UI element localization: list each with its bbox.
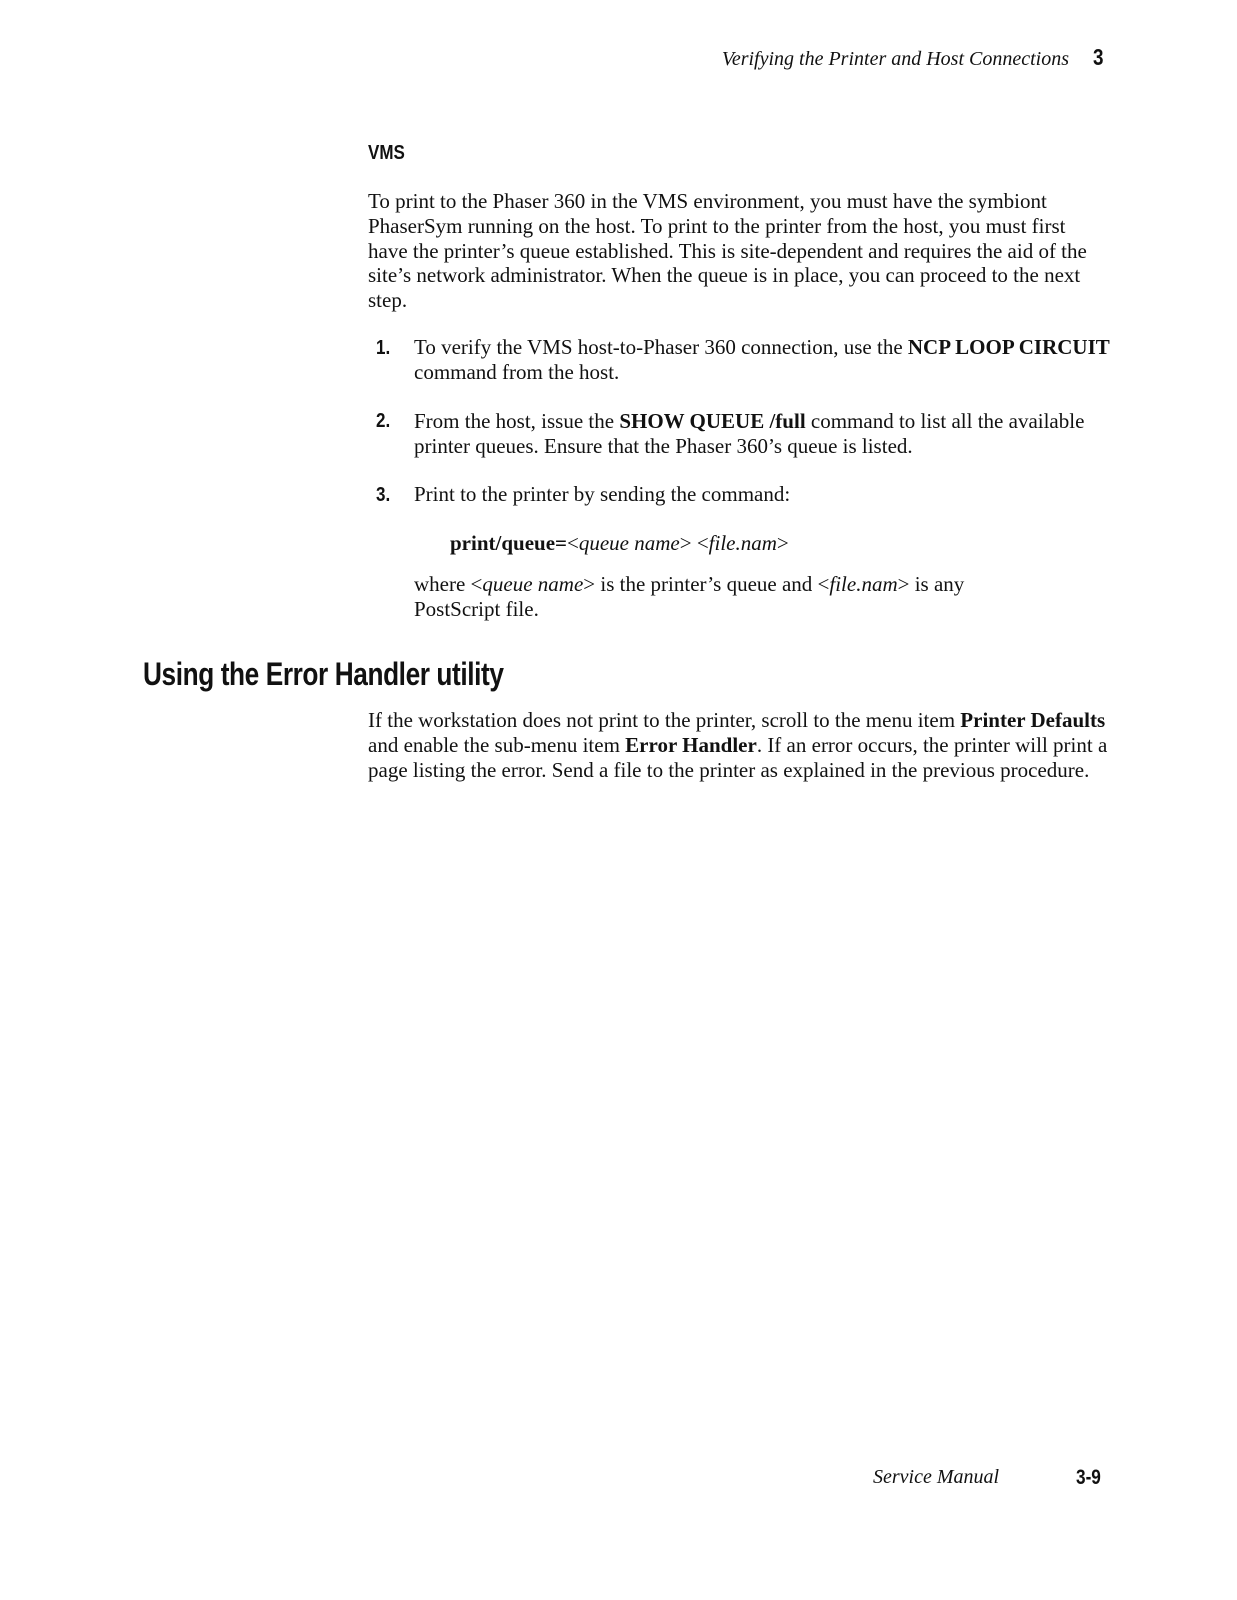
command-name: SHOW QUEUE /full — [619, 409, 806, 433]
command-name: NCP LOOP CIRCUIT — [907, 335, 1110, 359]
chapter-number: 3 — [1093, 44, 1104, 70]
command-argument: file.nam — [708, 531, 777, 555]
step-text-segment: From the host, issue the — [414, 409, 620, 433]
page-number: 3-9 — [1076, 1466, 1101, 1489]
paragraph-segment: If the workstation does not print to the printer, scroll to the menu item — [368, 708, 961, 732]
paragraph-segment: and enable the sub-menu item — [368, 732, 626, 757]
step-text — [414, 409, 1114, 459]
explanation-argument: file.nam — [829, 572, 898, 596]
vms-intro-paragraph: To print to the Phaser 360 in the VMS environment, you must have the symbiont PhaserSym running on the host. To print to the printer from the host, you must first have the printer’s queue established. This is site-dependent and requires the aid of the site’s network administrator. When the queue is in place, you can proceed to the next step. — [368, 189, 1087, 313]
command-bracket: < — [696, 531, 709, 555]
paragraph-segment: . If an error occurs, the printer will print a page listing the error. Send a file to the printer as explained in the previous procedure. — [368, 732, 1108, 782]
step-number: 1. — [376, 337, 391, 359]
explanation-segment: > is the printer’s queue and < — [583, 572, 830, 596]
explanation-segment: > is any PostScript file. — [414, 572, 965, 621]
command-bracket: > — [776, 531, 789, 555]
menu-item-name: Printer Defaults — [960, 708, 1106, 732]
error-handler-paragraph — [368, 708, 1108, 782]
command-keyword: print/queue= — [450, 531, 567, 555]
explanation-argument: queue name — [482, 572, 584, 596]
command-argument: queue name — [578, 531, 680, 555]
step-text-segment: command from the host. — [414, 359, 620, 384]
step-text-segment: command to list all the available printer queues. Ensure that the Phaser 360’s queue is listed. — [414, 409, 1085, 458]
step-text-segment: To verify the VMS host-to-Phaser 360 connection, use the — [414, 335, 908, 359]
vms-heading: VMS — [368, 142, 405, 164]
step-text — [414, 335, 1114, 385]
step-text: Print to the printer by sending the command: — [414, 482, 791, 506]
command-bracket: > — [679, 531, 697, 555]
print-command-example — [450, 531, 789, 556]
command-explanation — [414, 572, 1054, 622]
step-number: 2. — [376, 410, 391, 432]
step-number: 3. — [376, 484, 391, 506]
footer-title: Service Manual — [873, 1466, 1000, 1488]
explanation-segment: where < — [414, 572, 483, 596]
submenu-item-name: Error Handler — [625, 732, 757, 757]
command-bracket: < — [567, 531, 579, 555]
running-header-title: Verifying the Printer and Host Connections — [721, 48, 1069, 70]
section-title: Using the Error Handler utility — [143, 656, 504, 692]
